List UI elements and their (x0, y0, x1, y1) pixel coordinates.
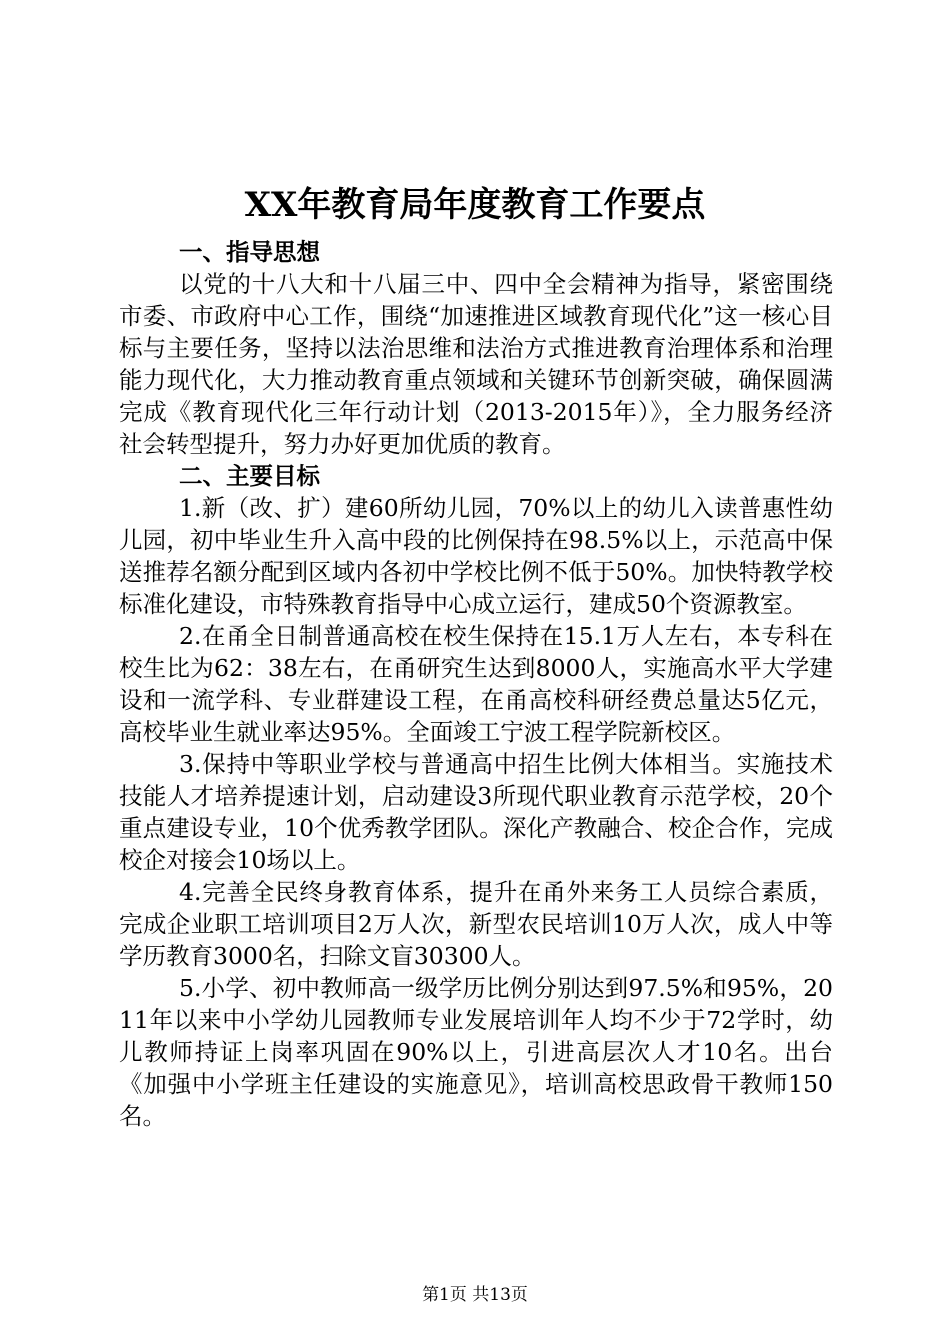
paragraph-guiding-ideology: 以党的十八大和十八届三中、四中全会精神为指导，紧密围绕市委、市政府中心工作，围绕“加速推进区域教育现代化”这一核心目标与主要任务，坚持以法治思维和法治方式推进教育治理体系和治理能力现代化，大力推动教育重点领域和关键环节创新突破，确保圆满完成《教育现代化三年行动计划（2013-2015年）》，全力服务经济社会转型提升，努力办好更加优质的教育。 (119, 270, 833, 458)
paragraph-goal-2: 2.在甬全日制普通高校在校生保持在15.1万人左右，本专科在校生比为62：38左右，在甬研究生达到8000人，实施高水平大学建设和一流学科、专业群建设工程，在甬高校科研经费总量达5亿元，高校毕业生就业率达95%。全面竣工宁波工程学院新校区。 (119, 622, 833, 746)
paragraph-goal-5: 5.小学、初中教师高一级学历比例分别达到97.5%和95%，2011年以来中小学幼儿园教师专业发展培训年人均不少于72学时，幼儿教师持证上岗率巩固在90%以上，引进高层次人才10名。出台《加强中小学班主任建设的实施意见》，培训高校思政骨干教师150名。 (119, 974, 833, 1130)
section-heading-guiding-ideology: 一、指导思想 (179, 238, 320, 266)
paragraph-goal-1: 1.新（改、扩）建60所幼儿园，70%以上的幼儿入读普惠性幼儿园，初中毕业生升入高中段的比例保持在98.5%以上，示范高中保送推荐名额分配到区域内各初中学校比例不低于50%。加快特教学校标准化建设，市特殊教育指导中心成立运行，建成50个资源教室。 (119, 494, 833, 618)
section-heading-main-goals: 二、主要目标 (179, 462, 320, 490)
document-body (119, 236, 833, 1132)
page-footer: 第1页 共13页 (422, 1285, 528, 1305)
paragraph-goal-3: 3.保持中等职业学校与普通高中招生比例大体相当。实施技术技能人才培养提速计划，启动建设3所现代职业教育示范学校，20个重点建设专业，10个优秀教学团队。深化产教融合、校企合作，完成校企对接会10场以上。 (119, 750, 833, 874)
document-title: XX年教育局年度教育工作要点 (244, 185, 706, 225)
paragraph-goal-4: 4.完善全民终身教育体系，提升在甬外来务工人员综合素质，完成企业职工培训项目2万人次，新型农民培训10万人次，成人中等学历教育3000名，扫除文盲30300人。 (119, 878, 833, 970)
